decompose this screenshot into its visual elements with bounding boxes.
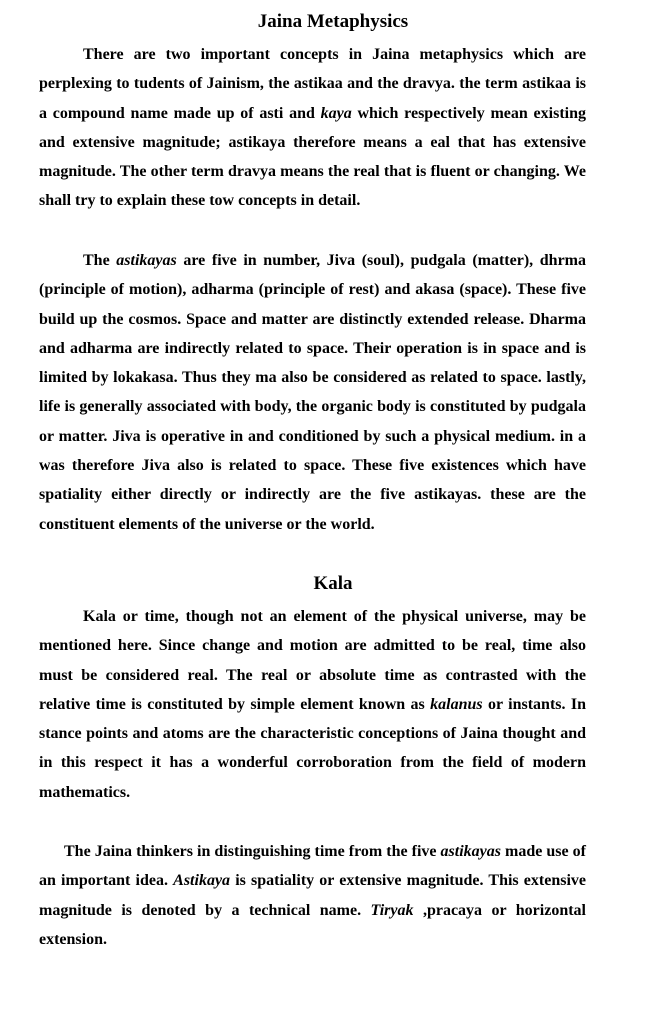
paragraph-jaina-thinkers [39,837,586,954]
text-run: are five in number, Jiva (soul), pudgala (matter), dhrma (principle of motion), adharma (principle of rest) and akasa (space). These five build up the cosmos. Space and matter are distinctly extended release. Dharma and adharma are indirectly related to space. Their operation is in space and is limited by lokakasa. Thus they ma also be considered as related to space. lastly, life is generally associated with body, the organic body is constituted by pudgala or matter. Jiva is operative in and conditioned by such a physical medium. in a was therefore Jiva also is related to space. These five existences which have spatiality either directly or indirectly are the five astikayas. these are the constituent elements of the universe or the world. [39,252,586,533]
text-run: ,pracaya or horizontal extension. [39,901,587,948]
text-run: There are two important concepts in Jaina metaphysics which are perplexing to tudents of Jainism, the astikaa and the dravya. the term astikaa is a compound name made up of asti and [39,46,586,122]
heading-jaina-metaphysics: Jaina Metaphysics [257,11,409,32]
text-run: or instants. In stance points and atoms are the characteristic conceptions of Jaina thought and in this respect it has a wonderful corroboration from the field of modern mathematics. [39,695,586,801]
text-run: The Jaina thinkers in distinguishing time from the five [64,843,441,860]
text-run: The [83,252,117,269]
paragraph-astikayas [39,246,586,539]
heading-kala: Kala [313,573,353,594]
text-run: Kala or time, though not an element of the physical universe, may be mentioned here. Since change and motion are admitted to be real, time also must be considered real. The real or absolute time as contrasted with the relative time is constituted by simple element known as [39,608,586,713]
italic-term: astikayas [440,843,501,860]
italic-term: kaya [320,104,352,122]
italic-term: astikayas [116,252,177,269]
paragraph-kala-time [39,602,586,807]
italic-term: kalanus [430,695,483,713]
paragraph-concepts [39,40,586,216]
text-run: which respectively mean existing and extensive magnitude; astikaya therefore means a eal that has extensive magnitude. The other term dravya means the real that is fluent or changing. We shall try to explain these tow concepts in detail. [39,104,586,210]
italic-term: Astikaya [173,872,231,890]
italic-term: Tiryak [370,901,414,919]
text-run: made use of an important idea. [39,843,586,890]
text-run: is spatiality or extensive magnitude. This extensive magnitude is denoted by a technical name. [39,872,587,919]
